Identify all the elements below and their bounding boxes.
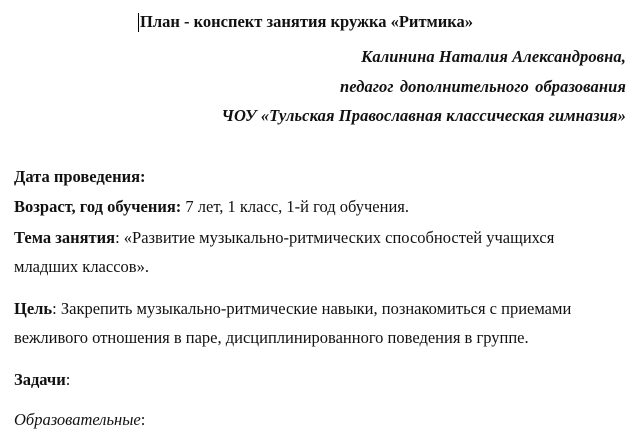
goal-label: Цель (14, 299, 53, 318)
goal-value: : Закрепить музыкально-ритмические навыки, познакомиться с приемами (52, 299, 572, 318)
goal-line (14, 299, 571, 319)
topic-continuation: младших классов». (14, 257, 149, 276)
text-cursor (138, 13, 139, 32)
document-title: План - конспект занятия кружка «Ритмика» (140, 12, 474, 31)
educational-label: Образовательные (14, 410, 141, 429)
educational-colon: : (140, 410, 146, 429)
age-label: Возраст, год обучения: (14, 197, 182, 216)
date-label: Дата проведения: (14, 167, 146, 186)
age-value: 7 лет, 1 класс, 1-й год обучения. (181, 197, 410, 216)
author-name: Калинина Наталия Александровна, (361, 47, 626, 66)
educational-heading (14, 410, 145, 430)
tasks-colon: : (65, 370, 71, 389)
tasks-heading (14, 370, 70, 390)
organization-name: ЧОУ «Тульская Православная классическая гимназия» (221, 106, 626, 125)
topic-value: : «Развитие музыкально-ритмических способностей учащихся (115, 228, 555, 247)
age-line (14, 197, 409, 217)
author-position: педагог дополнительного образования (339, 77, 626, 96)
tasks-label: Задачи (14, 370, 66, 389)
goal-continuation: вежливого отношения в паре, дисциплинированного поведения в группе. (14, 328, 529, 347)
topic-label: Тема занятия (14, 228, 116, 247)
topic-line (14, 228, 554, 248)
